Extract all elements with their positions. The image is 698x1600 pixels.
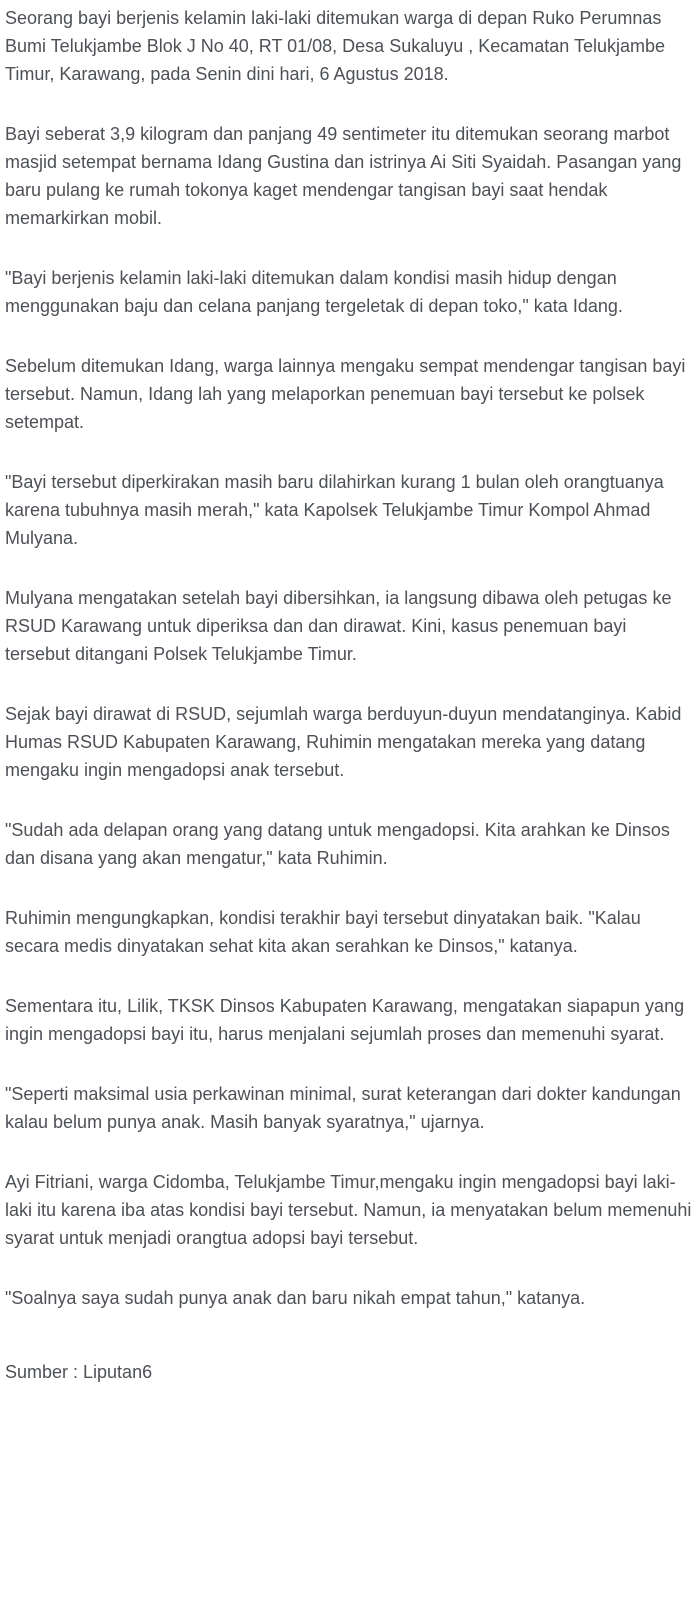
article-paragraph: Mulyana mengatakan setelah bayi dibersihkan, ia langsung dibawa oleh petugas ke RSUD Karawang untuk diperiksa dan dan dirawat. Kini, kasus penemuan bayi tersebut ditangani Polsek Telukjambe Timur.	[5, 588, 672, 664]
article-paragraph: "Seperti maksimal usia perkawinan minimal, surat keterangan dari dokter kandungan kalau belum punya anak. Masih banyak syaratnya," ujarnya.	[5, 1084, 681, 1132]
article-paragraph: "Soalnya saya sudah punya anak dan baru nikah empat tahun," katanya.	[5, 1288, 586, 1308]
article-body	[5, 4, 696, 1386]
source-attribution: Sumber : Liputan6	[5, 1362, 153, 1382]
article-paragraph: Ayi Fitriani, warga Cidomba, Telukjambe Timur,mengaku ingin mengadopsi bayi laki-laki itu karena iba atas kondisi bayi tersebut. Namun, ia menyatakan belum memenuhi syarat untuk menjadi orangtua adopsi bayi tersebut.	[5, 1172, 692, 1248]
article-paragraph: Seorang bayi berjenis kelamin laki-laki ditemukan warga di depan Ruko Perumnas Bumi Telukjambe Blok J No 40, RT 01/08, Desa Sukaluyu , Kecamatan Telukjambe Timur, Karawang, pada Senin dini hari, 6 Agustus 2018.	[5, 8, 666, 84]
article-paragraph: "Bayi tersebut diperkirakan masih baru dilahirkan kurang 1 bulan oleh orangtuanya karena tubuhnya masih merah," kata Kapolsek Telukjambe Timur Kompol Ahmad Mulyana.	[5, 472, 664, 548]
article-paragraph: Sejak bayi dirawat di RSUD, sejumlah warga berduyun-duyun mendatanginya. Kabid Humas RSUD Kabupaten Karawang, Ruhimin mengatakan mereka yang datang mengaku ingin mengadopsi anak tersebut.	[5, 704, 682, 780]
article-paragraph: "Bayi berjenis kelamin laki-laki ditemukan dalam kondisi masih hidup dengan menggunakan baju dan celana panjang tergeletak di depan toko," kata Idang.	[5, 268, 623, 316]
article-paragraph: Bayi seberat 3,9 kilogram dan panjang 49 sentimeter itu ditemukan seorang marbot masjid setempat bernama Idang Gustina dan istrinya Ai Siti Syaidah. Pasangan yang baru pulang ke rumah tokonya kaget mendengar tangisan bayi saat hendak memarkirkan mobil.	[5, 124, 682, 228]
article-paragraph: Sebelum ditemukan Idang, warga lainnya mengaku sempat mendengar tangisan bayi tersebut. Namun, Idang lah yang melaporkan penemuan bayi tersebut ke polsek setempat.	[5, 356, 686, 432]
article-paragraph: "Sudah ada delapan orang yang datang untuk mengadopsi. Kita arahkan ke Dinsos dan disana yang akan mengatur," kata Ruhimin.	[5, 820, 670, 868]
article-paragraph: Sementara itu, Lilik, TKSK Dinsos Kabupaten Karawang, mengatakan siapapun yang ingin mengadopsi bayi itu, harus menjalani sejumlah proses dan memenuhi syarat.	[5, 996, 685, 1044]
article-paragraph: Ruhimin mengungkapkan, kondisi terakhir bayi tersebut dinyatakan baik. "Kalau secara medis dinyatakan sehat kita akan serahkan ke Dinsos," katanya.	[5, 908, 641, 956]
